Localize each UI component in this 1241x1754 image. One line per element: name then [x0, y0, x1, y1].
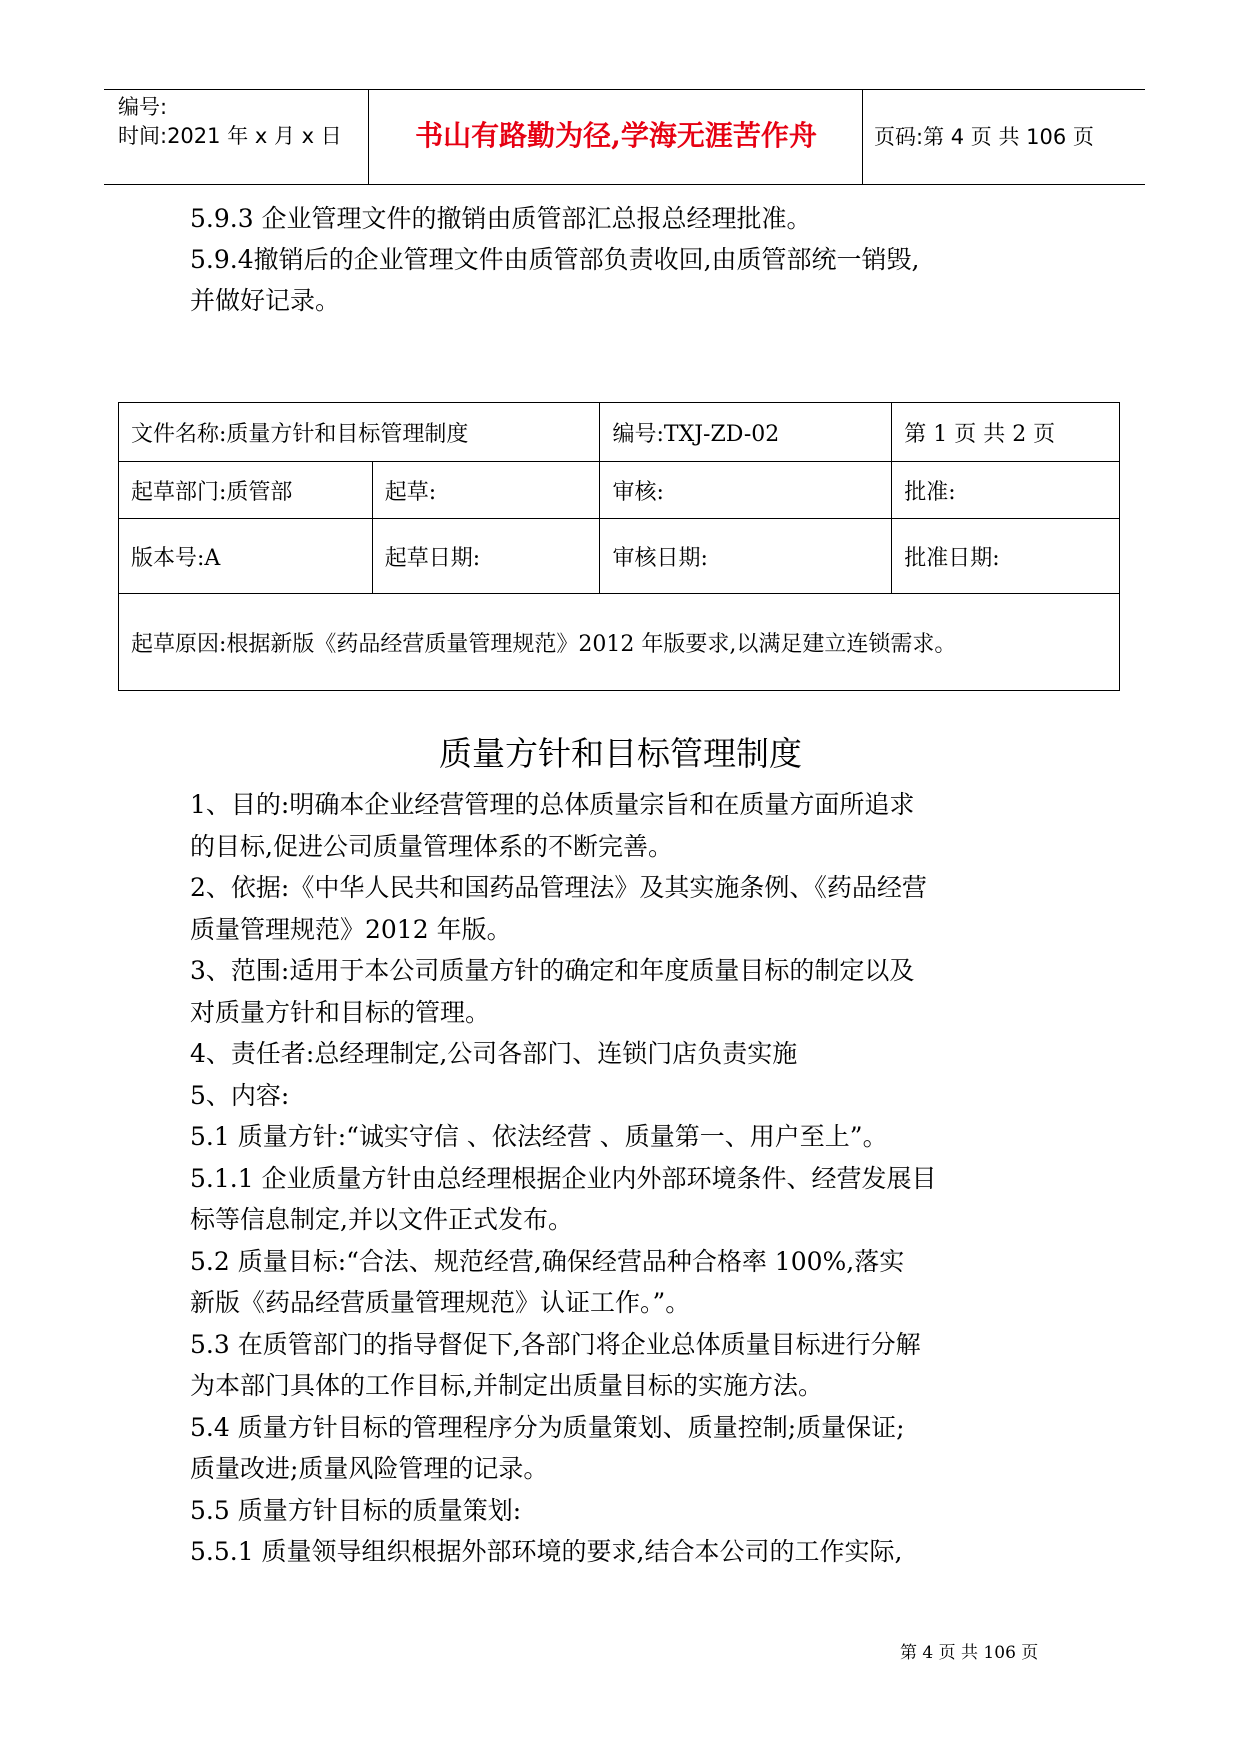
intro-paragraph-2-cont: 并做好记录。	[190, 286, 341, 315]
body-line: 的目标,促进公司质量管理体系的不断完善。	[190, 831, 673, 861]
draft-dept-cell: 起草部门:质管部	[119, 462, 373, 519]
approver-cell: 批准:	[892, 462, 1120, 519]
body-line: 3、范围:适用于本公司质量方针的确定和年度质量目标的制定以及	[190, 956, 915, 985]
body-line: 5、内容:	[190, 1080, 290, 1110]
header-meta	[118, 93, 342, 151]
header-number-label: 编号:	[118, 95, 168, 119]
review-date-cell: 审核日期:	[600, 519, 892, 594]
document-info-table	[118, 402, 1120, 691]
intro-paragraph-2: 5.9.4撤销后的企业管理文件由质管部负责收回,由质管部统一销毁,	[190, 245, 920, 274]
header-page-label: 页码:第 4 页 共 106 页	[874, 125, 1094, 149]
body-line: 5.1.1 企业质量方针由总经理根据企业内外部环境条件、经营发展目	[190, 1163, 937, 1193]
body-line: 5.3 在质管部门的指导督促下,各部门将企业总体质量目标进行分解	[190, 1329, 921, 1359]
body-line: 5.1 质量方针:“诚实守信 、依法经营 、质量第一、用户至上”。	[190, 1122, 888, 1151]
body-line: 2、依据:《中华人民共和国药品管理法》及其实施条例、《药品经营	[190, 873, 927, 902]
header-divider-right	[862, 90, 863, 184]
table-row	[119, 594, 1120, 691]
body-line: 质量管理规范》2012 年版。	[190, 914, 512, 944]
document-body	[190, 784, 1070, 1573]
draft-date-cell: 起草日期:	[372, 519, 600, 594]
table-row	[119, 403, 1120, 462]
body-line: 标等信息制定,并以文件正式发布。	[190, 1205, 573, 1234]
header-divider-left	[368, 90, 369, 184]
document-title: 质量方针和目标管理制度	[439, 734, 802, 773]
draft-reason-cell: 起草原因:根据新版《药品经营质量管理规范》2012 年版要求,以满足建立连锁需求。	[119, 594, 1120, 691]
page-header	[104, 89, 1145, 185]
file-name-cell: 文件名称:质量方针和目标管理制度	[119, 403, 600, 462]
body-line: 1、目的:明确本企业经营管理的总体质量宗旨和在质量方面所追求	[190, 790, 915, 819]
body-line: 4、责任者:总经理制定,公司各部门、连锁门店负责实施	[190, 1039, 798, 1068]
reviewer-cell: 审核:	[600, 462, 892, 519]
body-line: 对质量方针和目标的管理。	[190, 997, 491, 1027]
body-line: 新版《药品经营质量管理规范》认证工作。”。	[190, 1288, 691, 1317]
page-footer: 第 4 页 共 106 页	[900, 1643, 1039, 1663]
body-line: 5.2 质量目标:“合法、规范经营,确保经营品种合格率 100%,落实	[190, 1246, 905, 1276]
body-line: 为本部门具体的工作目标,并制定出质量目标的实施方法。	[190, 1371, 823, 1400]
approve-date-cell: 批准日期:	[892, 519, 1120, 594]
version-cell: 版本号:A	[119, 519, 373, 594]
table-row	[119, 462, 1120, 519]
body-line: 质量改进;质量风险管理的记录。	[190, 1454, 549, 1483]
table-row	[119, 519, 1120, 594]
drafter-cell: 起草:	[372, 462, 600, 519]
pages-cell: 第 1 页 共 2 页	[892, 403, 1120, 462]
header-time-label: 时间:2021 年 x 月 x 日	[118, 124, 342, 148]
intro-paragraph-1: 5.9.3 企业管理文件的撤销由质管部汇总报总经理批准。	[190, 204, 812, 233]
code-cell: 编号:TXJ-ZD-02	[600, 403, 892, 462]
header-motto: 书山有路勤为径,学海无涯苦作舟	[415, 119, 817, 152]
body-line: 5.5 质量方针目标的质量策划:	[190, 1495, 522, 1525]
body-line: 5.4 质量方针目标的管理程序分为质量策划、质量控制;质量保证;	[190, 1412, 905, 1442]
body-line: 5.5.1 质量领导组织根据外部环境的要求,结合本公司的工作实际,	[190, 1537, 903, 1566]
